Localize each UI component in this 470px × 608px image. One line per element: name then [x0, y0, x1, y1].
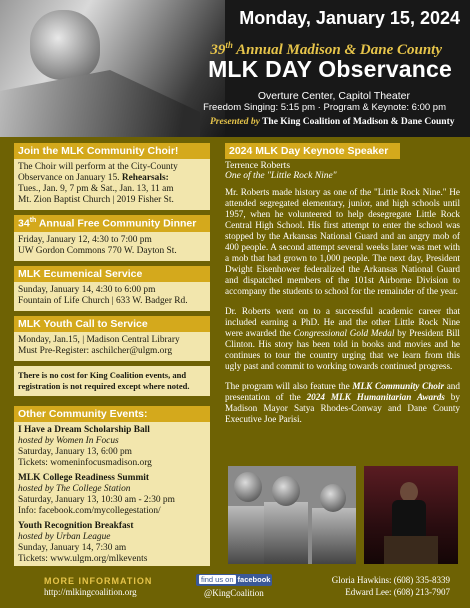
choir-details: The Choir will perform at the City-County Observance on January 15. Rehearsals: Tues., Jan. 9, 7 pm & Sat., Jan. 13, 11 am Mt. Zion Baptist Church | 2019 Fisher St. [14, 159, 210, 210]
venue-text: Overture Center, Capitol Theater [257, 90, 410, 102]
other-events-list [14, 422, 210, 573]
list-item: Youth Recognition Breakfast hosted by Urban League Sunday, January 14, 7:30 am Tickets: www.ulgm.org/mlkevents [18, 520, 148, 564]
youth-details: Monday, Jan.15, | Madison Central Library Must Pre-Register: aschilcher@ulgm.org [14, 332, 210, 361]
speaker-photo [364, 466, 458, 564]
page-title: MLK DAY Observance [208, 56, 452, 82]
social-handle: @KingCoalition [204, 588, 264, 598]
no-cost-note: There is no cost for King Coalition events, and registration is not required except where noted. [14, 366, 210, 396]
schedule-text: Freedom Singing: 5:15 pm · Program & Keynote: 6:00 pm [203, 102, 446, 113]
keynote-body: Mr. Roberts made history as one of the "Little Rock Nine." He attended segregated elementary, junior, and high schools until 1957, when he volunteered to help desegregate Little Rock Central High School. His first attempt to enter the school was stopped by the Arkansas National Guard and an angry mob of 400 people. A second attempt several weeks later was met with a mob that had grown to 1,000 people. The next day, President Dwight Eisenhower federalized the Arkansas National Guard and dispatched members of the 101st Airborne Division to accompany the students to school for the remainder of the year. Dr. Roberts went on to a successful academic career that included earning a PhD. He and the other Little Rock Nine were awarded the Congressional Gold Medal by President Bill Clinton. His story has been told in books and movies and he continues to tour the country urging that we learn from this ugly past and commit to working towards continued progress. The program will also feature the MLK Community Choir and presentation of the 2024 MLK Humanitarian Awards by Madison Mayor Satya Rhodes-Conway and Dane County Executive Joe Parisi. [225, 187, 460, 424]
facebook-badge[interactable]: find us on facebook [196, 574, 272, 586]
header-banner [0, 0, 470, 137]
dinner-heading: 34th Annual Free Community Dinner [14, 215, 210, 232]
speaker-name: Terrence Roberts [225, 161, 291, 171]
list-item: MLK College Readiness Summit hosted by The College Station Saturday, January 13, 10:30 am - 2:30 pm Info: facebook.com/mycollegestation/ [18, 472, 175, 516]
presented-by: Presented by The King Coalition of Madison & Dane County [210, 117, 455, 127]
dinner-details: Friday, January 12, 4:30 to 7:00 pm UW Gordon Commons 770 W. Dayton St. [14, 232, 210, 261]
keynote-column [225, 143, 460, 434]
more-information-label: MORE INFORMATION [44, 576, 153, 586]
footer [0, 566, 470, 608]
keynote-heading: 2024 MLK Day Keynote Speaker [225, 143, 400, 159]
annual-subtitle: 39th Annual Madison & Dane County [210, 40, 442, 58]
ecumenical-heading: MLK Ecumenical Service [14, 266, 210, 282]
website-link[interactable]: http://mlkingcoalition.org [44, 587, 137, 597]
other-events-heading: Other Community Events: [14, 406, 210, 422]
speaker-role: One of the "Little Rock Nine" [225, 171, 337, 181]
little-rock-historic-photo [228, 466, 356, 564]
contact-edward: Edward Lee: (608) 213-7907 [345, 587, 450, 597]
left-column [14, 143, 210, 573]
list-item: I Have a Dream Scholarship Ball hosted by Women In Focus Saturday, January 13, 6:00 pm Tickets: womeninfocusmadison.org [18, 424, 152, 468]
event-date: Monday, January 15, 2024 [239, 8, 460, 28]
ecumenical-details: Sunday, January 14, 4:30 to 6:00 pm Fountain of Life Church | 633 W. Badger Rd. [14, 282, 210, 311]
choir-heading: Join the MLK Community Choir! [14, 143, 210, 159]
contact-gloria: Gloria Hawkins: (608) 335-8339 [331, 575, 450, 585]
mlk-statue-image [0, 0, 225, 137]
youth-heading: MLK Youth Call to Service [14, 316, 210, 332]
